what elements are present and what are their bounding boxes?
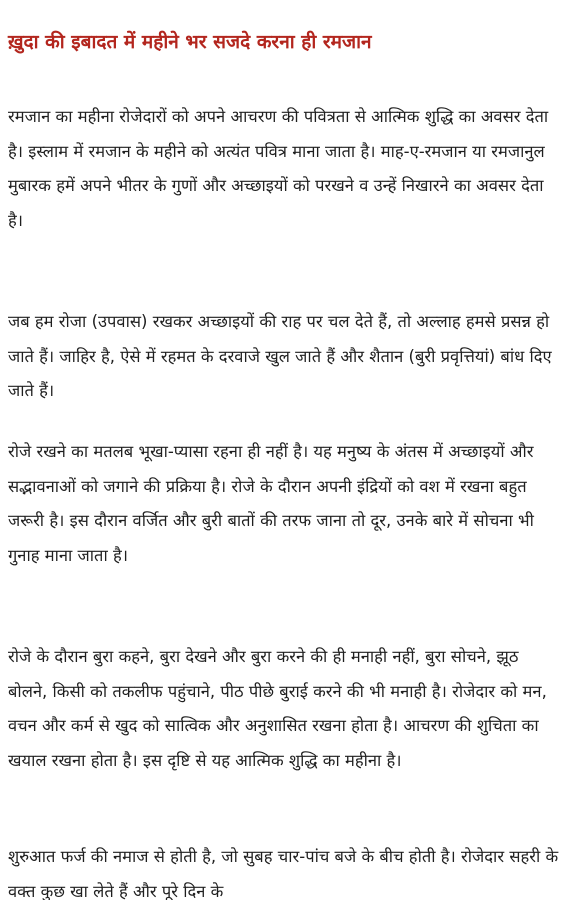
- article-title: ख़ुदा की इबादत में महीने भर सजदे करना ही रमजान: [8, 31, 372, 53]
- article-paragraph: रोजे के दौरान बुरा कहने, बुरा देखने और बुरा करने की ही मनाही नहीं, बुरा सोचने, झूठ बोलने, किसी को तकलीफ पहुंचाने, पीठ पीछे बुराई करने की भी मनाही है। रोजेदार को मन, वचन और कर्म से खुद को सात्विक और अनुशासित रखना होता है। आचरण की शुचिता का खयाल रखना होता है। इस दृष्टि से यह आत्मिक शुद्धि का महीना है।: [8, 647, 547, 770]
- article-paragraph: रोजे रखने का मतलब भूखा-प्यासा रहना ही नहीं है। यह मनुष्य के अंतस में अच्छाइयों और सद्भावनाओं को जगाने की प्रक्रिया है। रोजे के दौरान अपनी इंद्रियों को वश में रखना बहुत जरूरी है। इस दौरान वर्जित और बुरी बातों की तरफ जाना तो दूर, उनके बारे में सोचना भी गुनाह माना जाता है।: [8, 442, 534, 565]
- article-paragraph: जब हम रोजा (उपवास) रखकर अच्छाइयों की राह पर चल देते हैं, तो अल्लाह हमसे प्रसन्न हो जाते हैं। जाहिर है, ऐसे में रहमत के दरवाजे खुल जाते हैं और शैतान (बुरी प्रवृत्तियां) बांध दिए जाते हैं।: [8, 312, 552, 400]
- article-paragraph: रमजान का महीना रोजेदारों को अपने आचरण की पवित्रता से आत्मिक शुद्धि का अवसर देता है। इस्लाम में रमजान के महीने को अत्यंत पवित्र माना जाता है। माह-ए-रमजान या रमजानुल मुबारक हमें अपने भीतर के गुणों और अच्छाइयों को परखने व उन्हें निखारने का अवसर देता है।: [8, 107, 549, 230]
- article-paragraph: शुरुआत फर्ज की नमाज से होती है, जो सुबह चार-पांच बजे के बीच होती है। रोजेदार सहरी के वक्त कुछ खा लेते हैं और पूरे दिन के: [8, 847, 559, 900]
